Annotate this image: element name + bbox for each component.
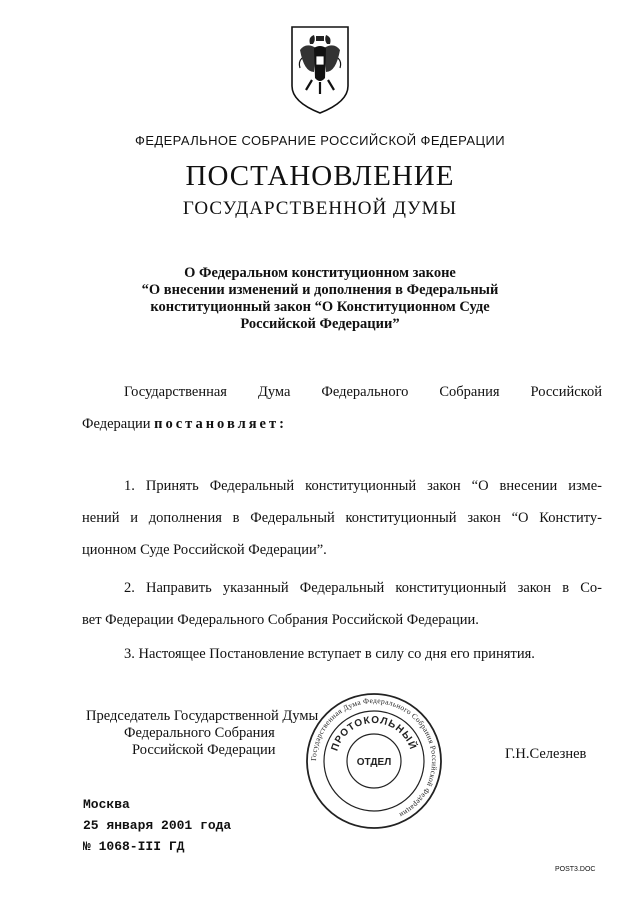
subject-line: О Федеральном конституционном законе xyxy=(184,265,456,281)
document-subtitle: ГОСУДАРСТВЕННОЙ ДУМЫ xyxy=(182,198,458,219)
intro-paragraph xyxy=(82,376,602,440)
intro-line: Государственная Дума Федерального Собрания Российской xyxy=(124,384,602,400)
item-line: 3. Настоящее Постановление вступает в силу со дня его принятия. xyxy=(124,646,535,662)
subject-line: конституционный закон “О Конституционном Суде xyxy=(150,299,490,315)
signatory-name: Г.Н.Селезнев xyxy=(505,746,587,762)
file-name: POST3.DOC xyxy=(555,866,596,873)
subject-line: “О внесении изменений и дополнения в Федеральный xyxy=(141,282,499,298)
item-line: 1. Принять Федеральный конституционный закон “О внесении изме- xyxy=(124,478,602,494)
item-line: 2. Направить указанный Федеральный конституционный закон в Со- xyxy=(124,580,602,596)
item-1-paragraph xyxy=(82,470,602,566)
protocol-department-stamp xyxy=(303,690,445,832)
position-line: Председатель Государственной Думы xyxy=(86,708,319,724)
subject-line: Российской Федерации” xyxy=(240,316,400,332)
intro-prefix: Федерации xyxy=(82,416,151,432)
document-number: № 1068-III ГД xyxy=(83,839,185,854)
city: Москва xyxy=(83,797,130,812)
document-title: ПОСТАНОВЛЕНИЕ xyxy=(185,160,455,192)
item-3-paragraph xyxy=(82,638,602,670)
document-subject xyxy=(120,265,520,333)
organization-name: ФЕДЕРАЛЬНОЕ СОБРАНИЕ РОССИЙСКОЙ ФЕДЕРАЦИИ xyxy=(135,133,505,148)
item-line: нений и дополнения в Федеральный конституционный закон “О Конститу- xyxy=(82,510,602,526)
item-line: вет Федерации Федерального Собрания Российской Федерации. xyxy=(82,612,479,628)
item-line: ционном Суде Российской Федерации”. xyxy=(82,542,327,558)
intro-line xyxy=(82,408,602,440)
document-details xyxy=(83,794,231,857)
intro-resolves-word: постановляет: xyxy=(154,416,287,432)
stamp-outer-text: Государственная Дума Федерального Собрания Российской Федерации xyxy=(308,695,440,820)
date: 25 января 2001 года xyxy=(83,818,232,833)
item-2-paragraph xyxy=(82,572,602,636)
stamp-center-text: ОТДЕЛ xyxy=(356,757,392,768)
position-line: Федерального Собрания xyxy=(124,725,275,741)
stamp-middle-text: ПРОТОКОЛЬНЫЙ xyxy=(329,714,419,753)
position-line: Российской Федерации xyxy=(132,742,276,758)
coat-of-arms-emblem xyxy=(288,24,352,116)
